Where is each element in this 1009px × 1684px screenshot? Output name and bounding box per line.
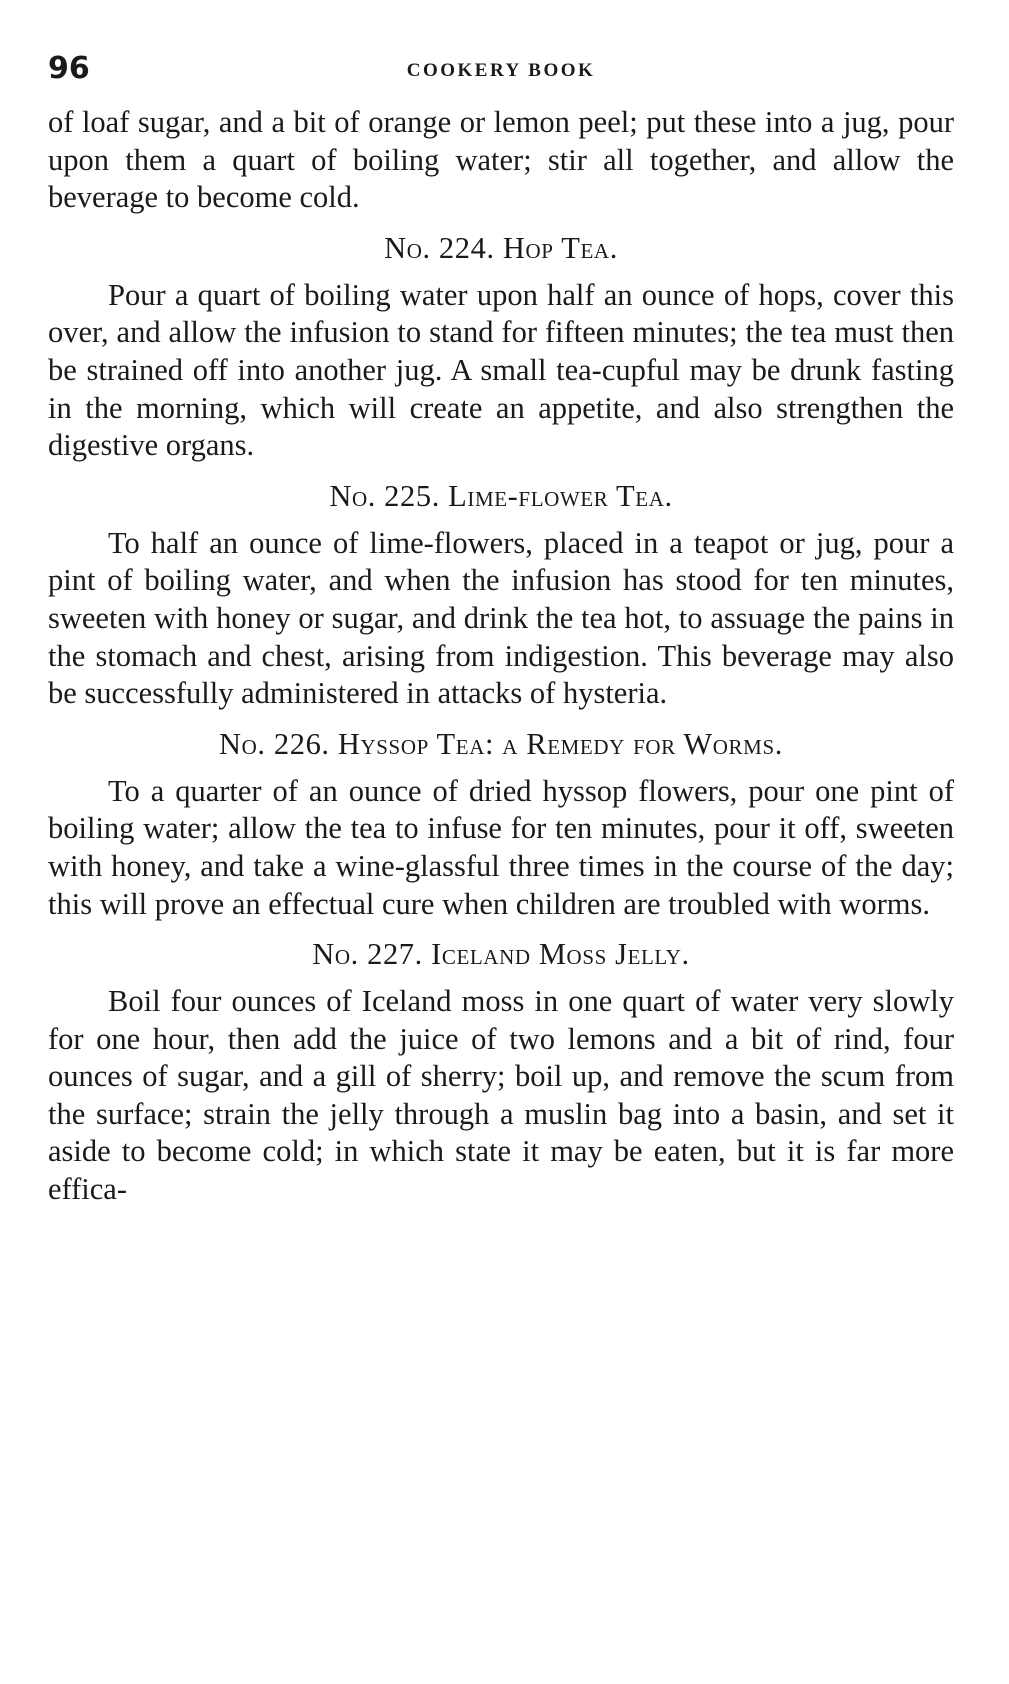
recipe-225 xyxy=(48,465,954,713)
page-number: 96 xyxy=(48,51,90,86)
recipe-heading: No. 226. Hyssop Tea: a Remedy for Worms. xyxy=(219,726,783,761)
recipe-224 xyxy=(48,217,954,465)
recipe-heading: No. 224. Hop Tea. xyxy=(384,230,618,265)
running-head xyxy=(48,44,954,94)
continued-paragraph: of loaf sugar, and a bit of orange or lemon peel; put these into a jug, pour upon them a quart of boiling water; stir all together, and allow the beverage to become cold. xyxy=(48,105,954,215)
recipe-226 xyxy=(48,713,954,923)
recipe-text: Pour a quart of boiling water upon half an ounce of hops, cover this over, and allow the infusion to stand for fifteen minutes; the tea must then be strained off into another jug. A small tea-cupful may be drunk fasting in the morning, which will create an appetite, and also strengthen the digestive organs. xyxy=(48,277,954,463)
recipe-227 xyxy=(48,923,954,1209)
recipe-text: To a quarter of an ounce of dried hyssop flowers, pour one pint of boiling water; allow the tea to infuse for ten minutes, pour it off, sweeten with honey, and take a wine-glassful three times in the course of the day; this will prove an effectual cure when children are troubled with worms. xyxy=(48,773,954,921)
recipe-text: To half an ounce of lime-flowers, placed in a teapot or jug, pour a pint of boiling water, and when the infusion has stood for ten minutes, sweeten with honey or sugar, and drink the tea hot, to assuage the pains in the stomach and chest, arising from indigestion. This beverage may also be successfully administered in attacks of hysteria. xyxy=(48,525,954,711)
recipe-heading: No. 225. Lime-flower Tea. xyxy=(329,478,673,513)
running-title: COOKERY BOOK xyxy=(406,60,596,81)
book-page xyxy=(48,44,954,1209)
recipe-heading: No. 227. Iceland Moss Jelly. xyxy=(312,937,690,972)
recipe-text: Boil four ounces of Iceland moss in one quart of water very slowly for one hour, then add the juice of two lemons and a bit of rind, four ounces of sugar, and a gill of sherry; boil up, and remove the scum from the surface; strain the jelly through a muslin bag into a basin, and set it aside to become cold; in which state it may be eaten, but it is far more effica- xyxy=(48,984,954,1207)
